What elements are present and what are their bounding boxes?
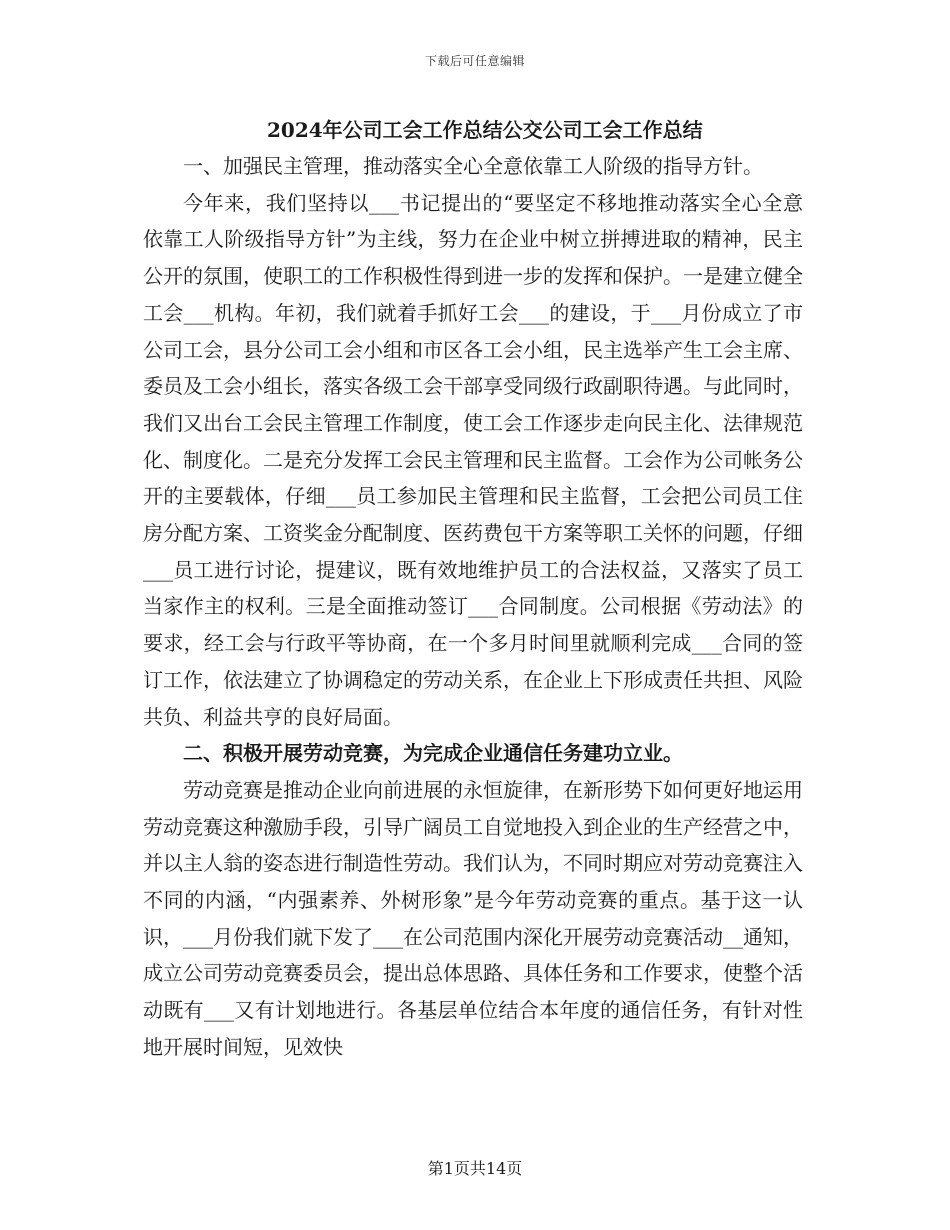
document-body (143, 112, 803, 1066)
paragraph-section-2-body: 劳动竞赛是推动企业向前进展的永恒旋律，在新形势下如何更好地运用劳动竞赛这种激励手段，引导广阔员工自觉地投入到企业的生产经营之中，并以主人翁的姿态进行制造性劳动。我们认为，不同时期应对劳动竞赛注入不同的内涵，“内强素养、外树形象”是今年劳动竞赛的重点。基于这一认识，___月份我们就下发了___在公司范围内深化开展劳动竞赛活动__通知，成立公司劳动竞赛委员会，提出总体思路、具体任务和工作要求，使整个活动既有___又有计划地进行。各基层单位结合本年度的通信任务，有针对性地开展时间短，见效快 (143, 777, 803, 1059)
page-number: 第1页共14页 (427, 1159, 523, 1178)
header-note: 下载后可任意编辑 (424, 54, 525, 68)
paragraph-section-2-heading: 二、积极开展劳动竞赛，为完成企业通信任务建功立业。 (183, 741, 683, 766)
paragraph-section-1-heading: 一、加强民主管理，推动落实全心全意依靠工人阶级的指导方针。 (183, 154, 763, 178)
paragraph-section-1-body: 今年来，我们坚持以___书记提出的“要坚定不移地推动落实全心全意依靠工人阶级指导方针”为主线，努力在企业中树立拼搏进取的精神，民主公开的氛围，使职工的工作积极性得到进一步的发挥和保护。一是建立健全工会___机构。年初，我们就着手抓好工会___的建设，于___月份成立了市公司工会，县分公司工会小组和市区各工会小组，民主选举产生工会主席、委员及工会小组长，落实各级工会干部享受同级行政副职待遇。与此同时，我们又出台工会民主管理工作制度，使工会工作逐步走向民主化、法律规范化、制度化。二是充分发挥工会民主管理和民主监督。工会作为公司帐务公开的主要载体，仔细___员工参加民主管理和民主监督，工会把公司员工住房分配方案、工资奖金分配制度、医药费包干方案等职工关怀的问题，仔细___员工进行讨论，提建议，既有效地维护员工的合法权益，又落实了员工当家作主的权利。三是全面推动签订___合同制度。公司根据《劳动法》的要求，经工会与行政平等协商，在一个多月时间里就顺利完成___合同的签订工作，依法建立了协调稳定的劳动关系，在企业上下形成责任共担、风险共负、利益共亨的良好局面。 (143, 190, 803, 729)
document-title: 2024年公司工会工作总结公交公司工会工作总结 (267, 118, 703, 142)
